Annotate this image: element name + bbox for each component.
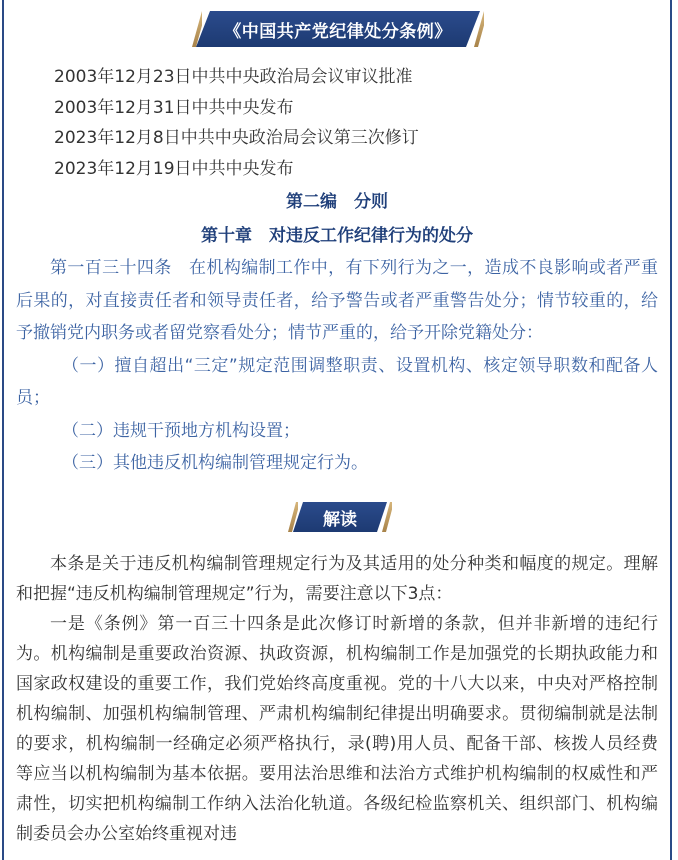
- document-title: 《中国共产党纪律处分条例》: [224, 21, 452, 42]
- interpretation-label: 解读: [323, 509, 357, 530]
- meta-line: 2023年12月19日中共中央发布: [54, 158, 294, 179]
- article-intro: 第一百三十四条 在机构编制工作中，有下列行为之一，造成不良影响或者严重后果的，对直接责任者和领导责任者，给予警告或者严重警告处分；情节较重的，给予撤销党内职务或者留党察看处分；情节严重的，给予开除党籍处分：: [16, 258, 658, 343]
- article-item: （一）擅自超出“三定”规定范围调整职责、设置机构、核定领导职数和配备人员；: [16, 355, 658, 408]
- meta-line: 2003年12月23日中共中央政治局会议审议批准: [54, 67, 413, 87]
- interpretation-banner: [293, 502, 387, 532]
- interpretation-body: [16, 549, 658, 849]
- interpretation-paragraph: 本条是关于违反机构编制管理规定行为及其适用的处分种类和幅度的规定。理解和把握“违反机构编制管理规定”行为，需要注意以下3点：: [16, 554, 658, 604]
- interpretation-paragraph: 一是《条例》第一百三十四条是此次修订时新增的条款，但并非新增的违纪行为。机构编制是重要政治资源、执政资源，机构编制工作是加强党的长期执政能力和国家政权建设的重要工作，我们党始终高度重视。党的十八大以来，中央对严格控制机构编制、加强机构编制管理、严肃机构编制纪律提出明确要求。贯彻编制就是法制的要求，机构编制一经确定必须严格执行，录(聘)用人员、配备干部、核拨人员经费等应当以机构编制为基本依据。要用法治思维和法治方式维护机构编制的权威性和严肃性，切实把机构编制工作纳入法治化轨道。各级纪检监察机关、组织部门、机构编制委员会办公室始终重视对违: [16, 614, 658, 844]
- article-134: [16, 252, 658, 480]
- article-item: （三）其他违反机构编制管理规定行为。: [62, 453, 368, 473]
- chapter-heading: 第十章 对违反工作纪律行为的处分: [201, 226, 473, 246]
- meta-line: 2003年12月31日中共中央发布: [54, 97, 294, 118]
- title-banner: [196, 11, 480, 47]
- article-item: （二）违规干预地方机构设置；: [62, 420, 300, 441]
- part-heading: 第二编 分则: [286, 192, 388, 212]
- meta-line: 2023年12月8日中共中央政治局会议第三次修订: [54, 128, 419, 148]
- publication-info: [54, 62, 419, 184]
